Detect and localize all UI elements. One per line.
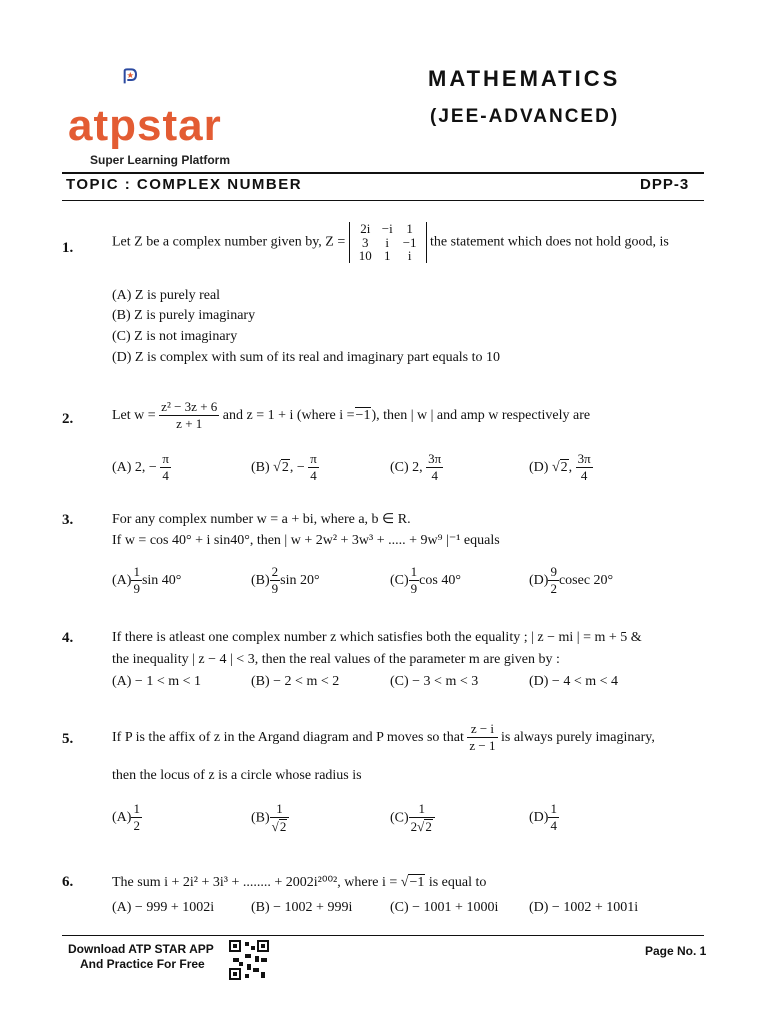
option-b: (B) √2, − $\frac{\pi}{4}$ <box>251 451 317 484</box>
option-b: (B) Z is purely imaginary <box>112 308 256 323</box>
option-b: (B) $\frac{2}{9}$ sin 20° <box>251 564 320 597</box>
question-number: 1. <box>62 240 74 256</box>
option-a: (A) $\frac{1}{2}$ <box>112 801 140 834</box>
dpp-number: DPP-3 <box>640 176 690 193</box>
option-a: (A) Z is purely real <box>112 288 221 303</box>
subject-title: MATHEMATICS <box>428 66 621 91</box>
header-divider-top <box>62 172 704 174</box>
q2-fraction: $\frac{\text{z² − 3z + 6}}{z + 1}$ <box>161 399 218 432</box>
brand-name: atpstar <box>68 101 222 150</box>
q1-tail: the statement which does not hold good, is <box>430 234 669 250</box>
question-number: 5. <box>62 731 74 747</box>
question-6-stem: The sum i + 2i² + 3i³ + ........ + 2002i²⁰⁰², where i = √−1 is equal to <box>112 875 487 890</box>
option-a: (A) $\frac{1}{9}$ sin 40° <box>112 564 182 597</box>
question-number: 4. <box>62 630 74 646</box>
option-b: (B) − 1002 + 999i <box>251 900 353 915</box>
topic-title: TOPIC : COMPLEX NUMBER <box>66 176 303 193</box>
question-5-stem: If P is the affix of z in the Argand diagram and P moves so that $\frac{z - i}{z - 1}$ is always purely imaginary, <box>112 721 655 754</box>
option-c: (C) $\frac{1}{2√2}$ <box>390 802 435 835</box>
question-number: 2. <box>62 411 74 427</box>
option-d: (D) $\frac{9}{2}$ cosec 20° <box>529 564 614 597</box>
option-d: (D) $\frac{1}{4}$ <box>529 801 557 834</box>
option-c: (C) 2, $\frac{3\pi}{4}$ <box>390 451 442 484</box>
page-number: Page No. 1 <box>645 944 707 958</box>
option-b: (B) $\frac{1}{√2}$ <box>251 802 289 835</box>
option-d: (D) − 4 < m < 4 <box>529 674 619 689</box>
option-c: (C) $\frac{1}{9}$ cos 40° <box>390 564 461 597</box>
footer-practice-line: And Practice For Free <box>80 957 205 971</box>
footer-divider <box>62 935 704 936</box>
q5-fraction: $\frac{z - i}{z - 1}$ <box>469 721 496 754</box>
question-5-line-2: then the locus of z is a circle whose radius is <box>112 768 362 783</box>
option-d: (D) − 1002 + 1001i <box>529 900 639 915</box>
q1-determinant: 2i −i 1 3 i −1 10 1 i <box>349 222 427 263</box>
question-4-line-2: the inequality | z − 4 | < 3, then the real values of the parameter m are given by : <box>112 652 560 667</box>
option-d: (D) √2, $\frac{3\pi}{4}$ <box>529 451 591 484</box>
header-divider-bottom <box>62 200 704 201</box>
question-4-line-1: If there is atleast one complex number z which satisfies both the equality ; | z − mi | = m + 5 & <box>112 630 642 645</box>
question-2-stem: Let w = $\frac{\text{z² − 3z + 6}}{z + 1}$ and z = 1 + i (where i =−1), then | w | and amp w respectively are <box>112 399 591 432</box>
option-b: (B) − 2 < m < 2 <box>251 674 340 689</box>
option-c: (C) − 1001 + 1000i <box>390 900 499 915</box>
question-3-line-1: For any complex number w = a + bi, where a, b ∈ R. <box>112 512 411 527</box>
question-3-line-2: If w = cos 40° + i sin40°, then | w + 2w² + 3w³ + ..... + 9w⁹ |⁻¹ equals <box>112 533 500 548</box>
question-1-stem <box>112 222 669 263</box>
brand-tagline: Super Learning Platform <box>90 153 231 167</box>
footer-download-line: Download ATP STAR APP <box>68 942 214 956</box>
question-number: 6. <box>62 874 74 890</box>
option-c: (C) − 3 < m < 3 <box>390 674 479 689</box>
option-c: (C) Z is not imaginary <box>112 329 238 344</box>
option-a: (A) − 1 < m < 1 <box>112 674 202 689</box>
exam-level: (JEE-ADVANCED) <box>430 106 620 127</box>
qr-code-icon[interactable] <box>229 940 269 980</box>
question-number: 3. <box>62 512 74 528</box>
option-a: (A) 2, − $\frac{\pi}{4}$ <box>112 451 169 484</box>
option-d: (D) Z is complex with sum of its real and imaginary part equals to 10 <box>112 350 501 365</box>
sqrt-sign: −1 <box>355 408 371 424</box>
option-a: (A) − 999 + 1002i <box>112 900 215 915</box>
q1-lead: Let Z be a complex number given by, Z = <box>112 234 346 250</box>
